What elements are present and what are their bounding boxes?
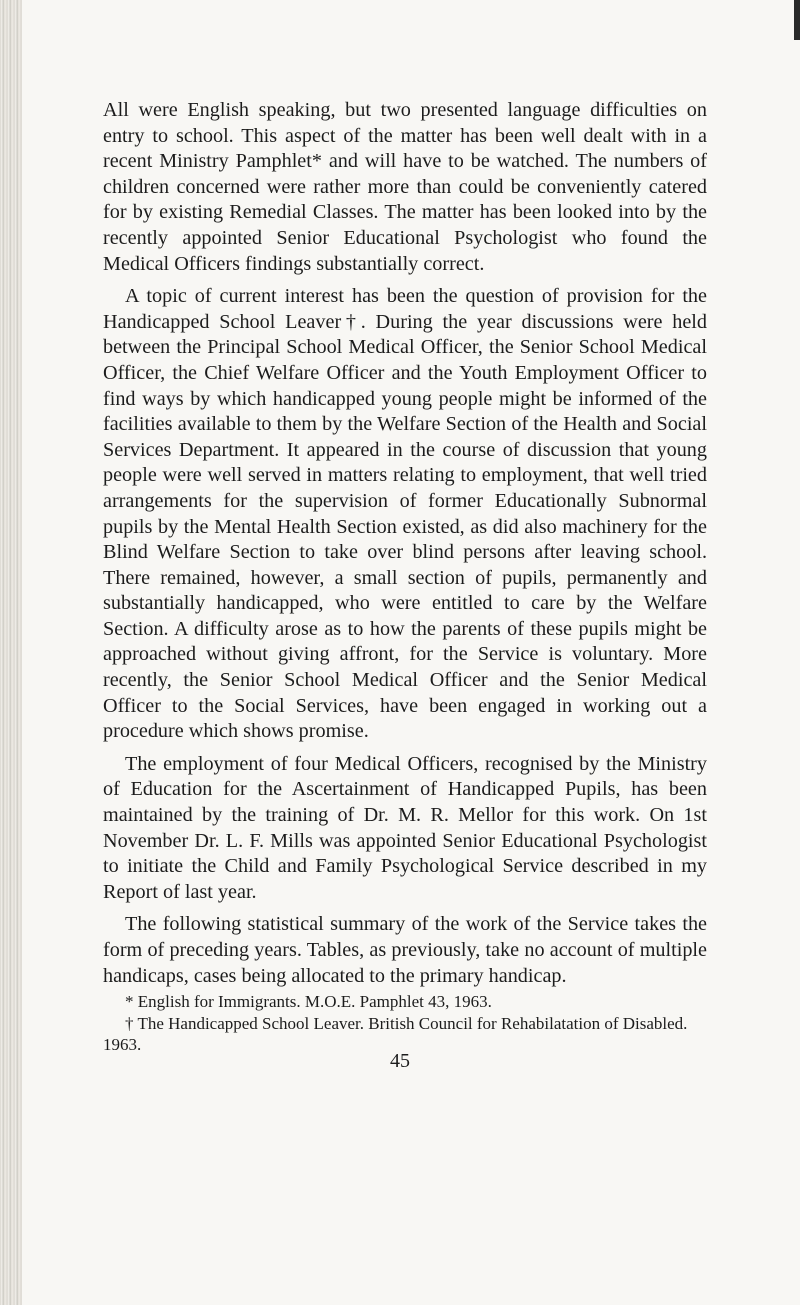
paragraph-1: All were English speaking, but two presented language difficulties on entry to school. This aspect of the matter has been well dealt with in a recent Ministry Pamphlet* and will have to be watched. The numbers of children concerned were rather more than could be conveniently catered for by existing Remedial Classes. The matter has been looked into by the recently appointed Senior Educational Psychologist who found the Medical Officers findings substantially correct.	[103, 99, 707, 275]
page-number: 45	[390, 1050, 410, 1072]
footnote-2: † The Handicapped School Leaver. British Council for Rehabilatation of Disabled. 1963.	[103, 1013, 688, 1054]
book-binding-edge	[0, 0, 22, 1305]
footnote-1: * English for Immigrants. M.O.E. Pamphlet 43, 1963.	[125, 992, 492, 1011]
page-corner-shadow	[794, 0, 800, 40]
paragraph-3: The employment of four Medical Officers, recognised by the Ministry of Education for the Ascertainment of Handicapped Pupils, has been maintained by the training of Dr. M. R. Mellor for this work. On 1st November Dr. L. F. Mills was appointed Senior Educational Psychologist to initiate the Child and Family Psychological Service described in my Report of last year.	[103, 752, 707, 903]
paragraph-4: The following statistical summary of the work of the Service takes the form of preceding years. Tables, as previously, take no account of multiple handicaps, cases being allocated to the primary handicap.	[103, 913, 707, 987]
footnotes	[103, 991, 713, 1056]
page-body	[103, 98, 707, 996]
paragraph-2: A topic of current interest has been the question of provision for the Handicapped School Leaver†. During the year discussions were held between the Principal School Medical Officer, the Senior School Medical Officer, the Chief Welfare Officer and the Youth Employment Officer to find ways by which handicapped young people might be informed of the facilities available to them by the Welfare Section of the Health and Social Services Department. It appeared in the course of discussion that young people were well served in matters relating to employment, that well tried arrangements for the supervision of former Educationally Subnormal pupils by the Mental Health Section existed, as did also machinery for the Blind Welfare Section to take over blind persons after leaving school. There remained, however, a small section of pupils, permanently and substantially handicapped, who were entitled to care by the Welfare Section. A difficulty arose as to how the parents of these pupils might be approached without giving affront, for the Service is voluntary. More recently, the Senior School Medical Officer and the Senior Medical Officer to the Social Services, have been engaged in working out a procedure which shows promise.	[103, 285, 707, 743]
